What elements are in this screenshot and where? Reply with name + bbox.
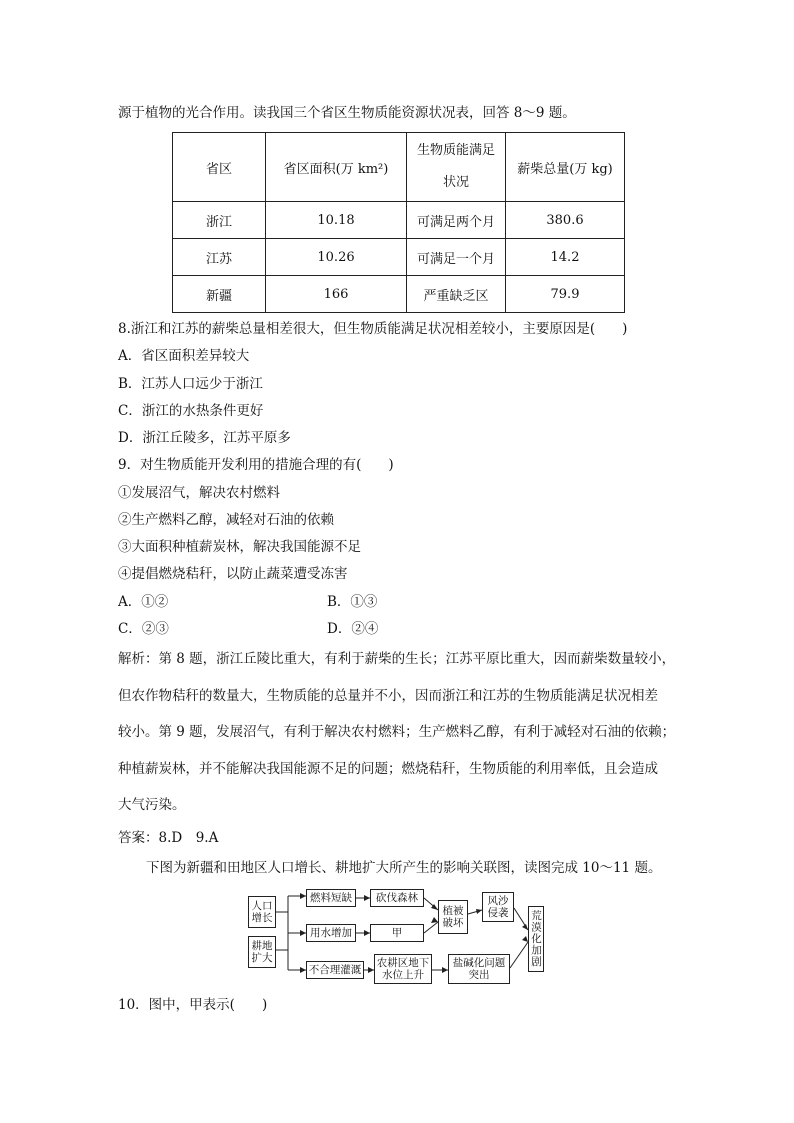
- box-vegetation-damage: 植被破坏: [438, 900, 468, 934]
- header-firewood: 薪柴总量(万 kg): [506, 133, 625, 202]
- table-cell: 10.18: [266, 202, 407, 239]
- box-farmland-expansion: 耕地扩大: [248, 936, 276, 968]
- box-desertification: 荒漠化加剧: [528, 906, 544, 972]
- header-area: 省区面积(万 km²): [266, 133, 407, 202]
- q9-item-3: ③大面积种植薪炭林，解决我国能源不足: [118, 539, 361, 555]
- impact-flow-diagram: [246, 886, 548, 984]
- table-cell: 新疆: [173, 276, 266, 313]
- analysis-line: 较小。第 9 题，发展沼气，有利于解决农村燃料；生产燃料乙醇，有利于减轻对石油的依赖；: [118, 724, 676, 740]
- intro2-text: 下图为新疆和田地区人口增长、耕地扩大所产生的影响关联图，读图完成 10～11 题。: [146, 860, 662, 876]
- q9-item-2: ②生产燃料乙醇，减轻对石油的依赖: [118, 512, 334, 528]
- intro-text: 源于植物的光合作用。读我国三个省区生物质能资源状况表，回答 8～9 题。: [118, 105, 576, 121]
- table-cell: 380.6: [506, 202, 625, 239]
- q9-item-4: ④提倡燃烧秸秆，以防止蔬菜遭受冻害: [118, 566, 348, 582]
- q8-option-b: B．江苏人口远少于浙江: [118, 376, 263, 392]
- table-cell: 可满足一个月: [407, 239, 506, 276]
- analysis-line: 但农作物秸秆的数量大，生物质能的总量并不小，因而浙江和江苏的生物质能满足状况相差: [118, 688, 658, 704]
- biomass-table: [172, 132, 625, 313]
- box-sand-invasion: 风沙侵袭: [482, 892, 514, 922]
- q9-option-a: A．①②: [118, 594, 169, 610]
- q8-stem: 8.浙江和江苏的薪柴总量相差很大，但生物质能满足状况相差较小，主要原因是( ): [118, 321, 628, 337]
- table-row: [173, 276, 625, 313]
- table-cell: 严重缺乏区: [407, 276, 506, 313]
- table-row: [173, 239, 625, 276]
- table-row: [173, 202, 625, 239]
- table-cell: 浙江: [173, 202, 266, 239]
- header-status: 生物质能满足 状况: [407, 133, 506, 202]
- box-fuel-shortage: 燃料短缺: [306, 889, 356, 907]
- answer-text: 答案：8.D 9.A: [118, 830, 219, 846]
- box-salinization: 盐碱化问题突出: [448, 954, 510, 984]
- q8-option-d: D．浙江丘陵多，江苏平原多: [118, 430, 291, 446]
- analysis-line: 解析：第 8 题，浙江丘陵比重大，有利于薪柴的生长；江苏平原比重大，因而薪柴数量较小，: [118, 651, 676, 667]
- box-groundwater-rise: 农耕区地下水位上升: [374, 954, 432, 984]
- q9-item-1: ①发展沼气，解决农村燃料: [118, 485, 280, 501]
- q10-stem: 10．图中，甲表示( ): [118, 997, 268, 1013]
- box-jia: 甲: [370, 924, 424, 942]
- table-cell: 14.2: [506, 239, 625, 276]
- box-irrational-irrigation: 不合理灌溉: [306, 961, 364, 979]
- q8-option-a: A．省区面积差异较大: [118, 348, 250, 364]
- table-header-row: [173, 133, 625, 202]
- table-cell: 79.9: [506, 276, 625, 313]
- table-cell: 江苏: [173, 239, 266, 276]
- q9-option-d: D．②④: [327, 621, 379, 637]
- box-deforestation: 砍伐森林: [370, 889, 424, 907]
- q9-stem: 9．对生物质能开发利用的措施合理的有( ): [118, 457, 394, 473]
- q9-option-b: B．①③: [327, 594, 378, 610]
- q9-option-c: C．②③: [118, 621, 169, 637]
- table-cell: 可满足两个月: [407, 202, 506, 239]
- q8-option-c: C．浙江的水热条件更好: [118, 403, 264, 419]
- box-population-growth: 人口增长: [248, 896, 276, 928]
- analysis-line: 种植薪炭林，并不能解决我国能源不足的问题；燃烧秸秆，生物质能的利用率低，且会造成: [118, 761, 658, 777]
- header-province: 省区: [173, 133, 266, 202]
- analysis-line: 大气污染。: [118, 797, 186, 813]
- table-cell: 166: [266, 276, 407, 313]
- box-water-use-increase: 用水增加: [306, 924, 356, 942]
- table-cell: 10.26: [266, 239, 407, 276]
